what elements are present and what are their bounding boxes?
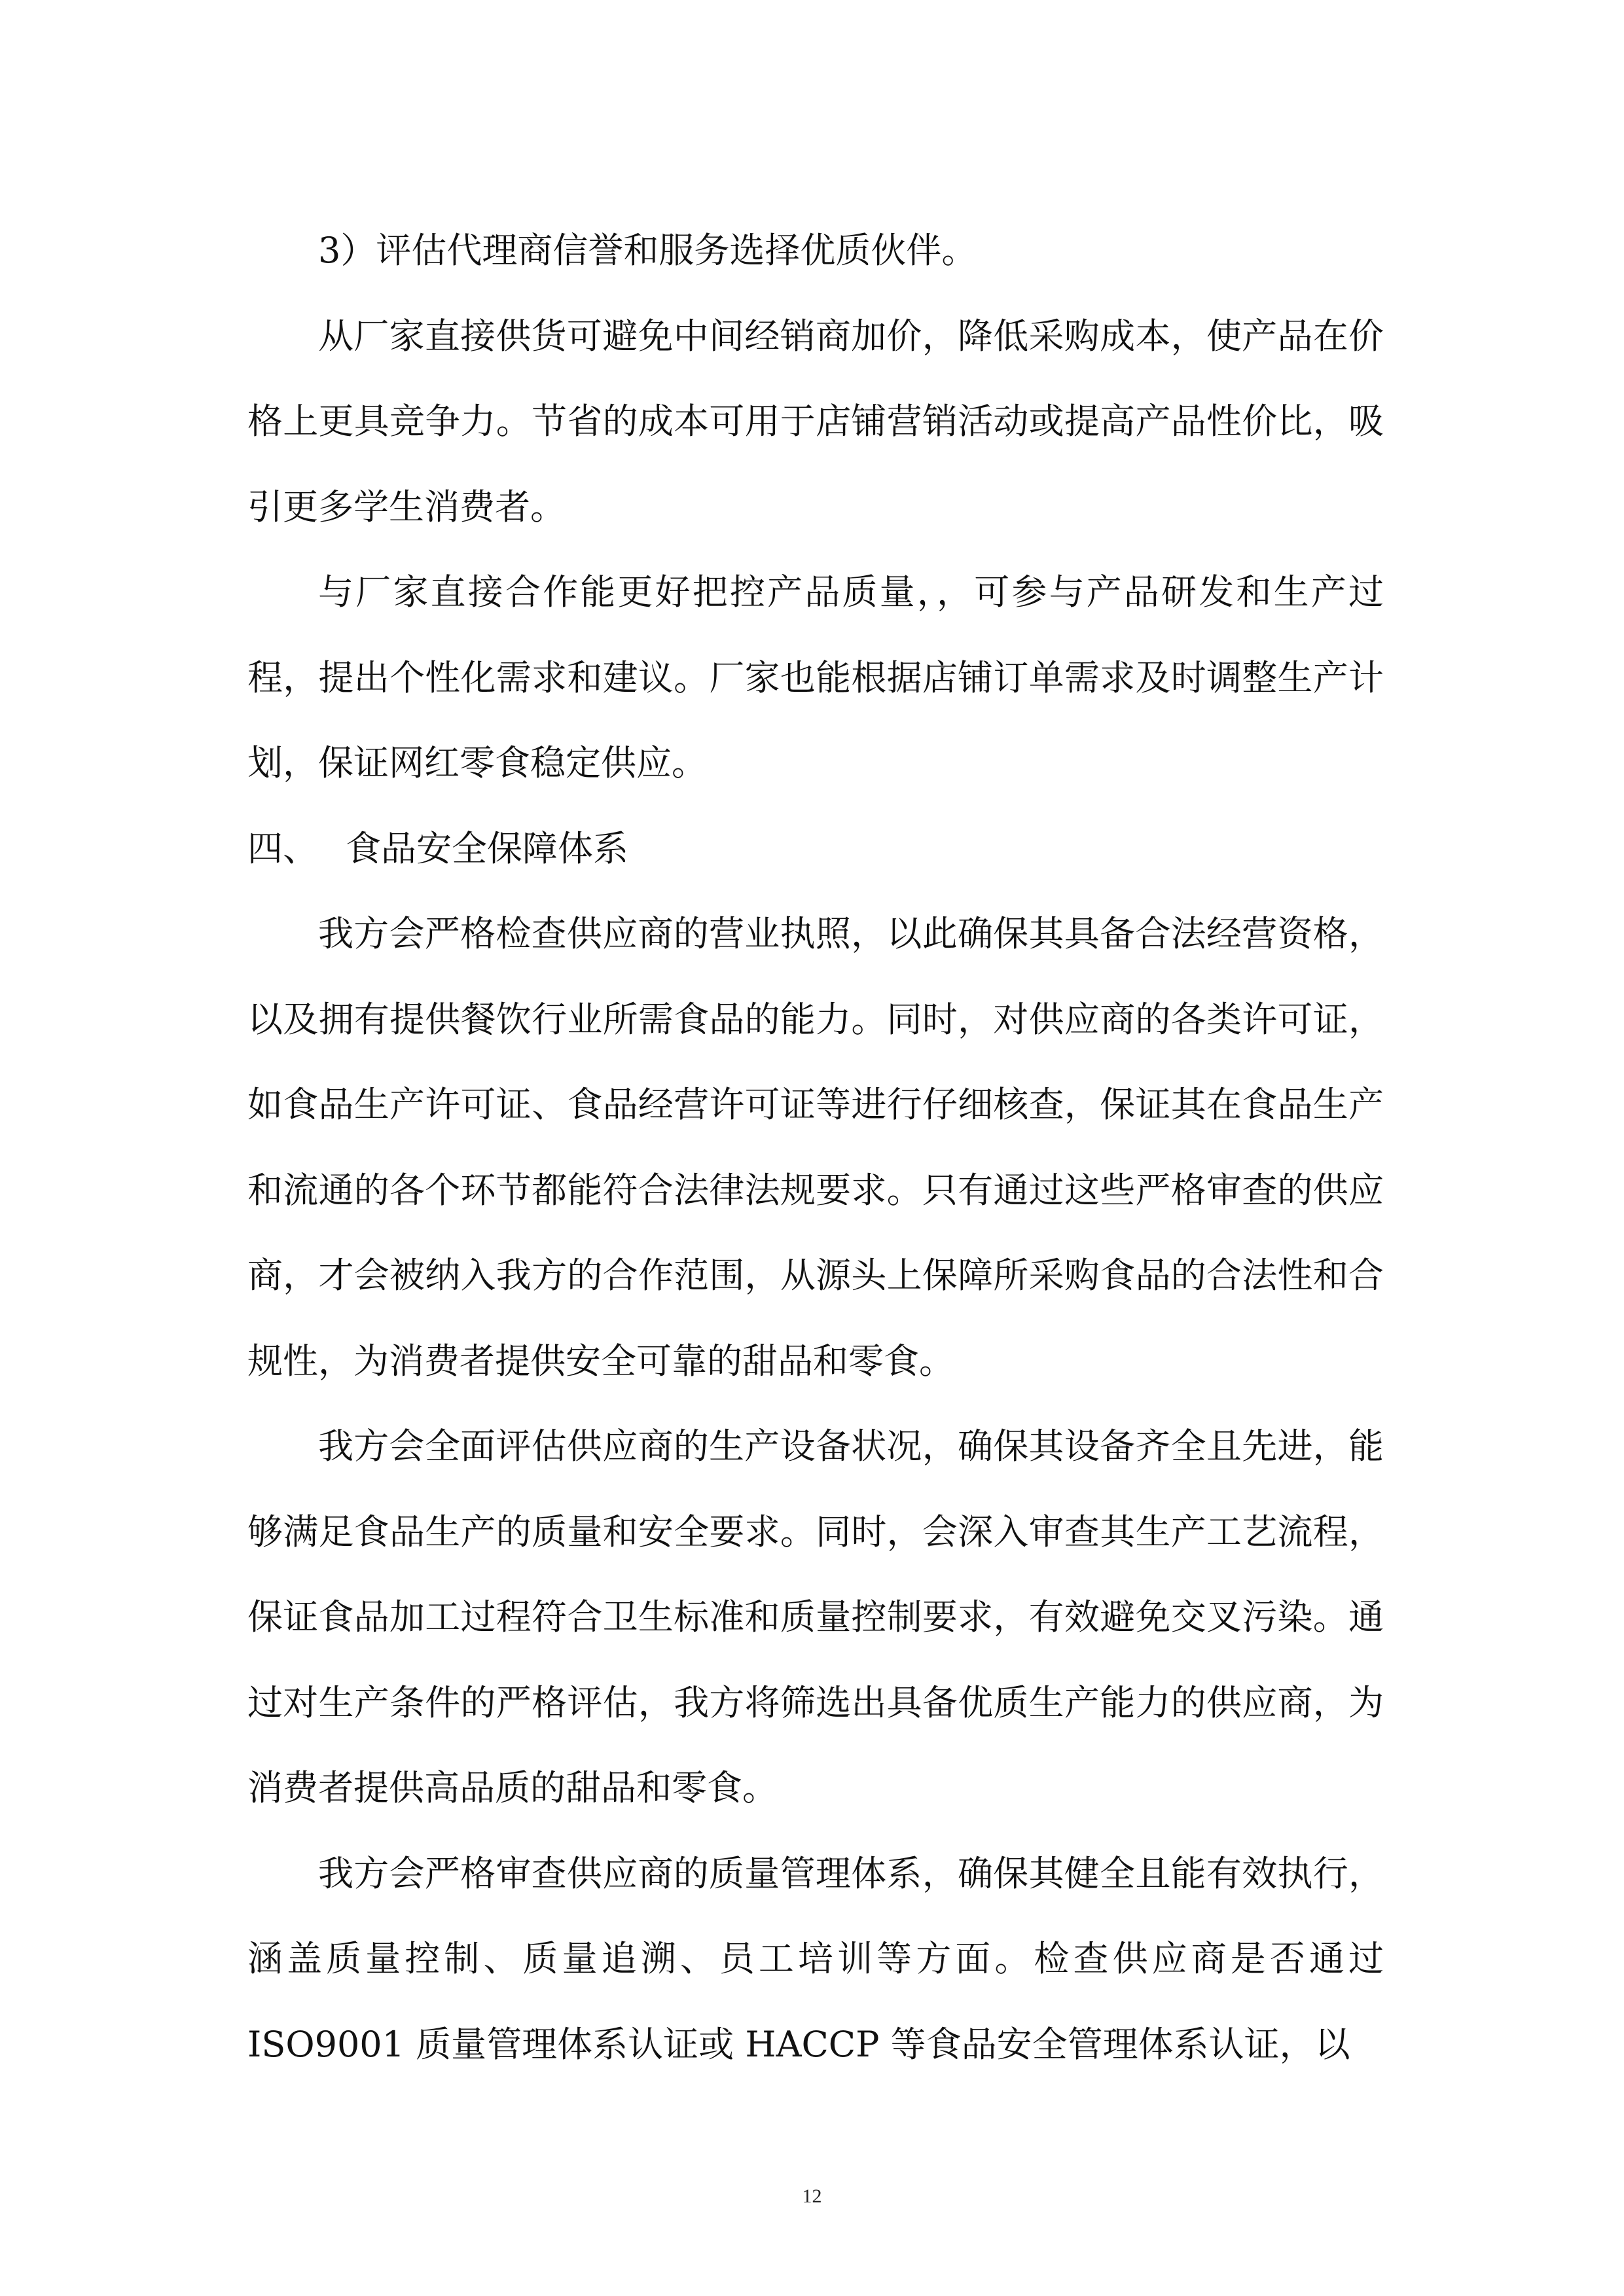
page-number: 12 [802, 2185, 822, 2207]
page-body [247, 208, 1384, 2087]
section-number: 四、 [247, 827, 318, 869]
paragraph-direct-cooperation-quality: 与厂家直接合作能更好把控产品质量，，可参与产品研发和生产过程，提出个性化需求和建议。厂家也能根据店铺订单需求及时调整生产计划，保证网红零食稳定供应。 [247, 571, 1384, 783]
section-title: 食品安全保障体系 [346, 827, 628, 869]
paragraph-direct-supply-cost: 从厂家直接供货可避免中间经销商加价，降低采购成本，使产品在价格上更具竞争力。节省的成本可用于店铺营销活动或提高产品性价比，吸引更多学生消费者。 [247, 315, 1384, 528]
section-heading [247, 806, 1384, 892]
paragraph-license-check: 我方会严格检查供应商的营业执照，以此确保其具备合法经营资格，以及拥有提供餐饮行业所需食品的能力。同时，对供应商的各类许可证，如食品生产许可证、食品经营许可证等进行仔细核查，保证其在食品生产和流通的各个环节都能符合法律法规要求。只有通过这些严格审查的供应商，才会被纳入我方的合作范围，从源头上保障所采购食品的合法性和合规性，为消费者提供安全可靠的甜品和零食。 [247, 913, 1384, 1382]
paragraph-evaluate-agents: 3）评估代理商信誉和服务选择优质伙伴。 [318, 230, 977, 271]
paragraph-quality-management: 我方会严格审查供应商的质量管理体系，确保其健全且能有效执行，涵盖质量控制、质量追溯、员工培训等方面。检查供应商是否通过 ISO9001 质量管理体系认证或 HACCP 等食品安全管理体系认证，以 [247, 1852, 1384, 2065]
paragraph-production-equipment: 我方会全面评估供应商的生产设备状况，确保其设备齐全且先进，能够满足食品生产的质量和安全要求。同时，会深入审查其生产工艺流程，保证食品加工过程符合卫生标准和质量控制要求，有效避免交叉污染。通过对生产条件的严格评估，我方将筛选出具备优质生产能力的供应商，为消费者提供高品质的甜品和零食。 [247, 1426, 1384, 1808]
